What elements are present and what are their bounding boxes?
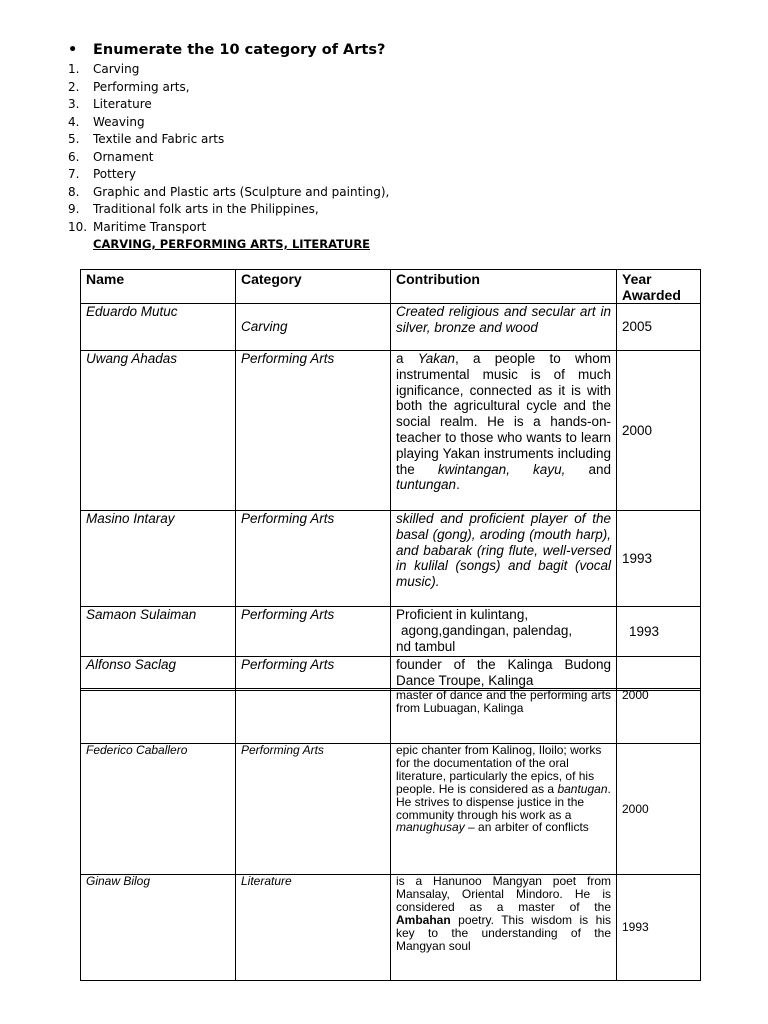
category-cell: Performing Arts: [236, 744, 391, 875]
contribution-cell: Created religious and secular art in silver, bronze and wood: [391, 304, 617, 351]
question-heading: [68, 42, 385, 58]
category-cell: Performing Arts: [236, 607, 391, 657]
contribution-cell: epic chanter from Kalinog, Iloilo; works for the documentation of the oral literature, particularly the epics, of his people. He is considered as a bantugan. He strives to dispense justice in the community through his work as a manughusay – an arbiter of conflicts: [391, 744, 617, 875]
table-row: [81, 875, 701, 981]
year-cell: 1993: [617, 607, 701, 657]
question-text: Enumerate the 10 category of Arts?: [93, 42, 386, 58]
list-item: 5. Textile and Fabric arts: [68, 132, 225, 146]
table-row: [81, 351, 701, 511]
name-cell: Uwang Ahadas: [81, 351, 236, 511]
name-cell: Alfonso Saclag: [81, 657, 236, 691]
year-cell: 2005: [617, 304, 701, 351]
contribution-cell: founder of the Kalinga Budong Dance Troupe, Kalinga: [391, 657, 617, 691]
contribution-cell: a Yakan, a people to whom instrumental music is of much ignificance, connected as it is with both the agricultural cycle and the social realm. He is a hands-on-teacher to those who wants to learn playing Yakan instruments including the kwintangan, kayu, and tuntungan.: [391, 351, 617, 511]
category-cell: Performing Arts: [236, 351, 391, 511]
category-cell: [236, 689, 391, 744]
year-cell: 1993: [617, 511, 701, 607]
contribution-cell: Proficient in kulintang, agong,gandingan, palendag, nd tambul: [391, 607, 617, 657]
name-cell: Federico Caballero: [81, 744, 236, 875]
category-cell: Performing Arts: [236, 511, 391, 607]
name-cell: Masino Intaray: [81, 511, 236, 607]
list-item: 4. Weaving: [68, 114, 145, 129]
list-item: 8. Graphic and Plastic arts (Sculpture and painting),: [68, 184, 390, 199]
section-title: CARVING, PERFORMING ARTS, LITERATURE: [93, 237, 371, 251]
list-item: 1. Carving: [68, 62, 140, 76]
table-row: [81, 304, 701, 351]
contribution-cell: master of dance and the performing arts from Lubuagan, Kalinga: [391, 689, 617, 744]
table-header-row: [81, 270, 701, 304]
year-cell: 2000: [617, 351, 701, 511]
table-row: [81, 689, 701, 744]
year-cell: 2000: [617, 689, 701, 744]
year-cell: 1993: [617, 875, 701, 981]
table-row: [81, 607, 701, 657]
category-list: [68, 61, 389, 236]
list-item: 9. Traditional folk arts in the Philippines,: [68, 202, 319, 216]
list-item: 2. Performing arts,: [68, 79, 190, 94]
category-cell: Carving: [236, 304, 391, 351]
header-year: Year Awarded: [617, 270, 701, 304]
awardees-table: [80, 269, 701, 691]
year-cell: [617, 657, 701, 691]
category-cell: Performing Arts: [236, 657, 391, 691]
contribution-cell: skilled and proficient player of the basal (gong), aroding (mouth harp), and babarak (ring flute, well-versed in kulilal (songs) and bagit (vocal music).: [391, 511, 617, 607]
contribution-cell: is a Hanunoo Mangyan poet from Mansalay, Oriental Mindoro. He is considered as a master of the Ambahan poetry. This wisdom is his key to the understanding of the Mangyan soul: [391, 875, 617, 981]
list-item: 7. Pottery: [68, 167, 136, 181]
name-cell: Eduardo Mutuc: [81, 304, 236, 351]
list-item: 3. Literature: [68, 97, 152, 111]
category-cell: Literature: [236, 875, 391, 981]
list-item: 6. Ornament: [68, 149, 154, 164]
table-row: [81, 511, 701, 607]
name-cell: [81, 689, 236, 744]
header-category: Category: [236, 270, 391, 304]
name-cell: Samaon Sulaiman: [81, 607, 236, 657]
header-contribution: Contribution: [391, 270, 617, 304]
bullet-icon: •: [68, 42, 78, 58]
awardees-table-continued: [80, 688, 701, 981]
table-row: [81, 657, 701, 691]
list-item: 10. Maritime Transport: [68, 219, 207, 234]
year-cell: 2000: [617, 744, 701, 875]
name-cell: Ginaw Bilog: [81, 875, 236, 981]
header-name: Name: [81, 270, 236, 304]
table-row: [81, 744, 701, 875]
